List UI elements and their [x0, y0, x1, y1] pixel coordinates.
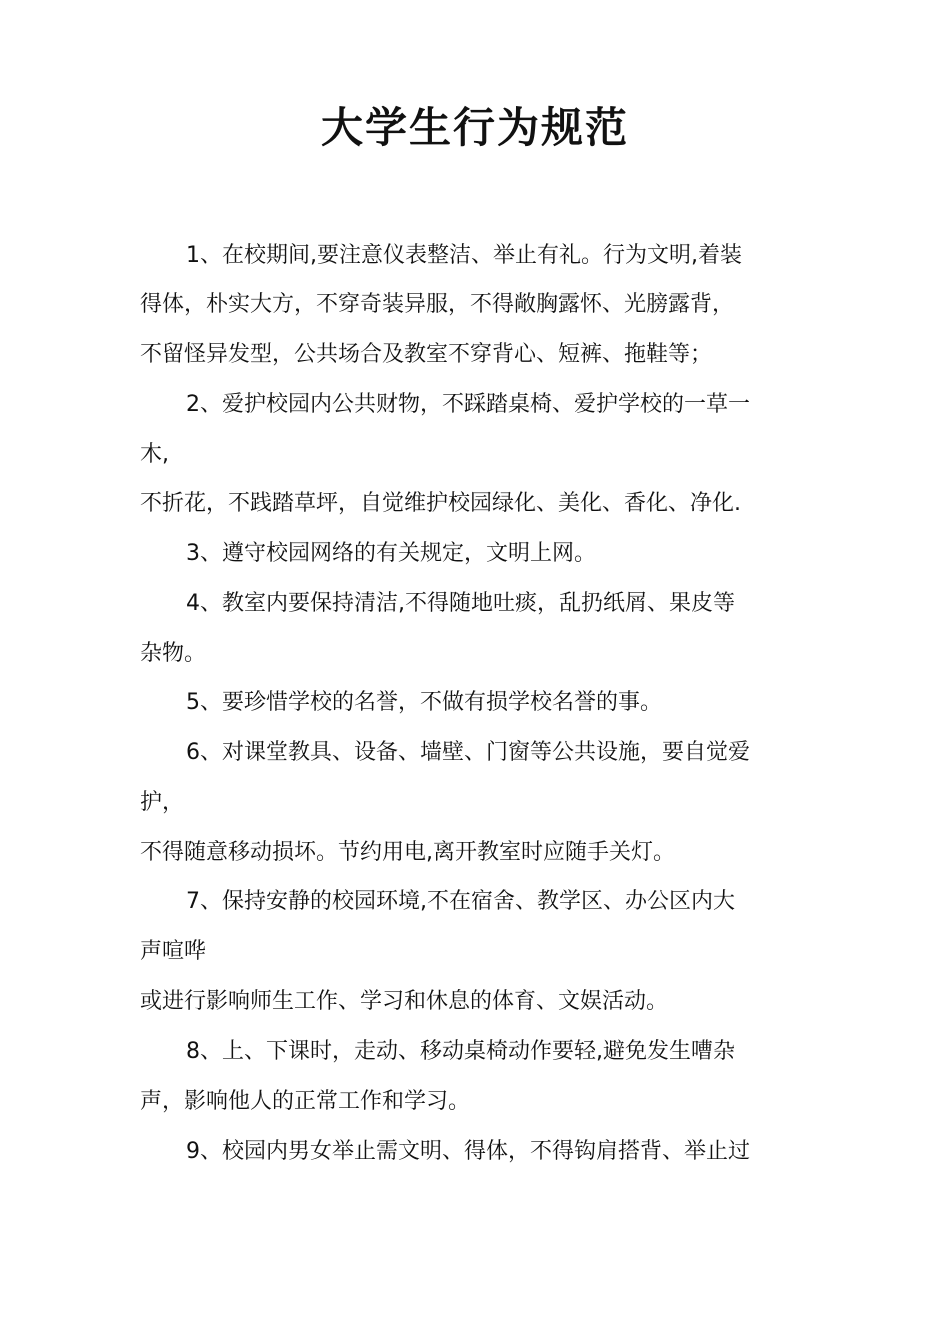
body-line-11: 6、对课堂教具、设备、墙壁、门窗等公共设施，要自觉爱: [186, 740, 750, 765]
body-line-1: 1、在校期间,要注意仪表整洁、举止有礼。行为文明,着装: [186, 243, 742, 268]
body-line-9: 杂物。: [140, 641, 207, 666]
body-line-18: 声，影响他人的正常工作和学习。: [140, 1089, 471, 1114]
body-line-15: 声喧哗: [140, 939, 207, 964]
body-line-5: 木,: [140, 442, 169, 467]
body-line-8: 4、教室内要保持清洁,不得随地吐痰，乱扔纸屑、果皮等: [186, 591, 735, 616]
body-line-14: 7、保持安静的校园环境,不在宿舍、教学区、办公区内大: [186, 889, 735, 914]
body-line-7: 3、遵守校园网络的有关规定，文明上网。: [186, 541, 596, 566]
body-line-13: 不得随意移动损坏。节约用电,离开教室时应随手关灯。: [140, 840, 675, 865]
body-line-2: 得体，朴实大方，不穿奇装异服，不得敞胸露怀、光膀露背，: [140, 292, 735, 317]
body-line-17: 8、上、下课时，走动、移动桌椅动作要轻,避免发生嘈杂: [186, 1039, 735, 1064]
body-line-6: 不折花，不践踏草坪，自觉维护校园绿化、美化、香化、净化.: [140, 491, 741, 516]
body-line-12: 护，: [140, 790, 185, 815]
body-line-10: 5、要珍惜学校的名誉，不做有损学校名誉的事。: [186, 690, 662, 715]
body-line-3: 不留怪异发型，公共场合及教室不穿背心、短裤、拖鞋等；: [140, 342, 713, 367]
body-line-19: 9、校园内男女举止需文明、得体，不得钩肩搭背、举止过: [186, 1139, 750, 1164]
body-line-4: 2、爱护校园内公共财物，不踩踏桌椅、爱护学校的一草一: [186, 392, 750, 417]
body-line-16: 或进行影响师生工作、学习和休息的体育、文娱活动。: [140, 989, 669, 1014]
page-title: 大学生行为规范: [320, 103, 629, 152]
